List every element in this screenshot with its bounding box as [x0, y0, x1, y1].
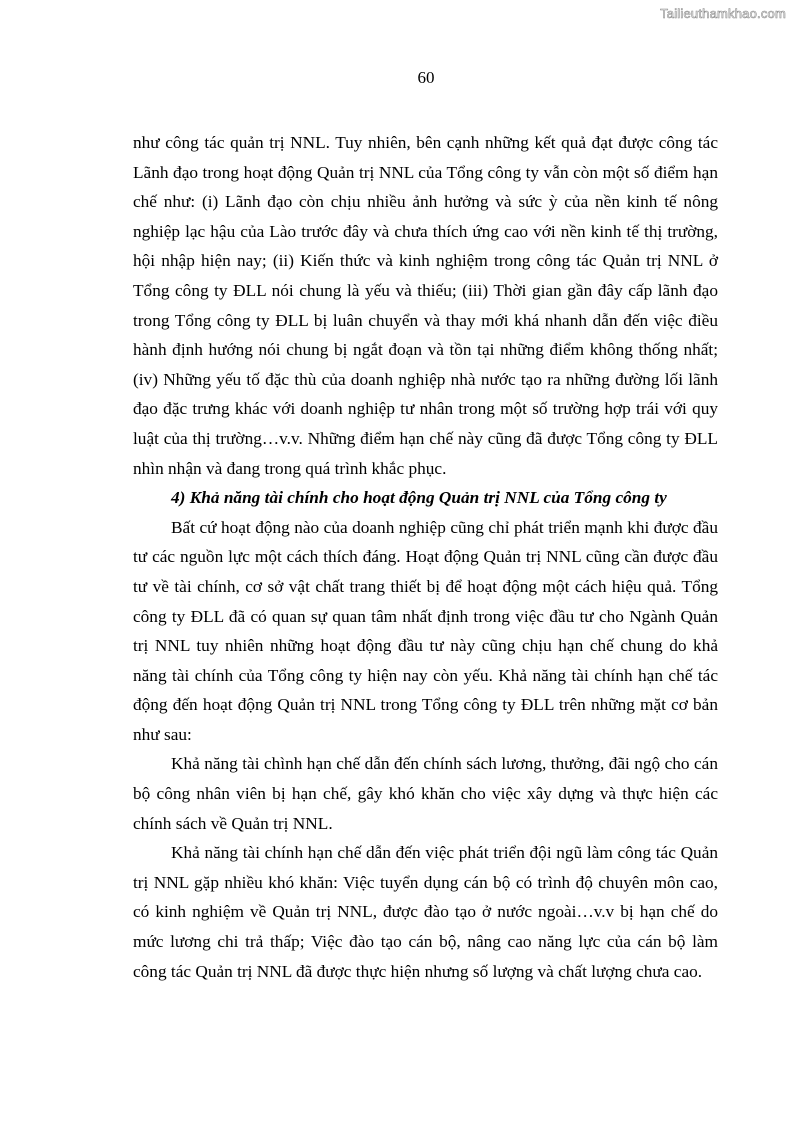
paragraph-investment-end	[133, 720, 718, 750]
page-number: 60	[417, 68, 435, 87]
paragraph-salary-end	[133, 809, 718, 839]
text-line: như sau:	[133, 724, 192, 744]
paragraph-limitations	[133, 128, 718, 454]
text-line: bộ công nhân viên bị hạn chế, gây khó khăn cho việc xây dựng và thực hiện các	[133, 784, 718, 804]
text-line: mức lương chi trả thấp; Việc đào tạo cán bộ, nâng cao năng lực của cán bộ làm	[133, 932, 718, 952]
text-line: trị NNL tuy nhiên những hoạt động đầu tư này cũng chịu hạn chế chung do khả	[133, 636, 718, 656]
text-line: công tác Quản trị NNL đã được thực hiện nhưng số lượng và chất lượng chưa cao.	[133, 961, 703, 981]
text-line: chế như: (i) Lãnh đạo còn chịu nhiều ảnh hưởng và sức ỳ của nền kinh tế nông	[133, 192, 718, 212]
text-line: hành định hướng nói chung bị ngắt đoạn và tồn tại những điểm không thống nhất;	[133, 340, 718, 360]
text-line: Tổng công ty ĐLL nói chung là yếu và thiếu; (iii) Thời gian gần đây cấp lãnh đạo	[133, 280, 718, 300]
watermark: Tailieuthamkhao.com	[660, 6, 786, 21]
text-line: đạo đặc trưng khác với doanh nghiệp tư nhân trong một số trường hợp trái với quy	[133, 399, 718, 419]
paragraph-salary	[133, 749, 718, 808]
paragraph-staff-development-end	[133, 957, 718, 987]
paragraph-limitations-end	[133, 454, 718, 484]
text-line: tư các nguồn lực một cách thích đáng. Hoạt động Quản trị NNL cũng cần được đầu	[133, 547, 718, 567]
text-line: động đến hoạt động Quản trị NNL trong Tổng công ty ĐLL trên những mặt cơ bản	[133, 695, 718, 715]
text-line: nhìn nhận và đang trong quá trình khắc phục.	[133, 458, 447, 478]
document-body	[133, 128, 718, 986]
text-line: (iv) Những yếu tố đặc thù của doanh nghiệp nhà nước tạo ra những đường lối lãnh	[133, 369, 718, 389]
text-line: nghiệp lạc hậu của Lào trước đây và chưa thích ứng cao với nền kinh tế thị trường,	[133, 221, 718, 241]
text-line: Khả năng tài chính hạn chế dẫn đến việc phát triển đội ngũ làm công tác Quản	[171, 843, 718, 863]
text-line: hội nhập hiện nay; (ii) Kiến thức và kinh nghiệm trong công tác Quản trị NNL ở	[133, 251, 718, 271]
text-line: Lãnh đạo trong hoạt động Quản trị NNL của Tổng công ty vẫn còn một số điểm hạn	[133, 162, 718, 182]
text-line: năng tài chính của Tổng công ty hiện nay còn yếu. Khả năng tài chính hạn chế tác	[133, 665, 718, 685]
paragraph-investment	[133, 513, 718, 720]
text-line: như công tác quản trị NNL. Tuy nhiên, bên cạnh những kết quả đạt được công tác	[133, 133, 718, 152]
text-line: trong Tổng công ty ĐLL bị luân chuyển và thay mới khá nhanh dẫn đến việc điều	[133, 310, 718, 330]
text-line: Khả năng tài chình hạn chế dẫn đến chính sách lương, thưởng, đãi ngộ cho cán	[171, 754, 718, 774]
text-line: có kinh nghiệm về Quản trị NNL, được đào tạo ở nước ngoài…v.v bị hạn chế do	[133, 902, 718, 922]
text-line: công ty ĐLL đã có quan sự quan tâm nhất định trong việc đầu tư cho Ngành Quản	[133, 606, 718, 626]
text-line: Bất cứ hoạt động nào của doanh nghiệp cũng chỉ phát triển mạnh khi được đầu	[171, 517, 718, 537]
section-heading: 4) Khả năng tài chính cho hoạt động Quản trị NNL của Tổng công ty	[171, 488, 667, 508]
text-line: tư về tài chính, cơ sở vật chất trang thiết bị để hoạt động một cách hiệu quả. Tổng	[133, 576, 718, 596]
text-line: luật của thị trường…v.v. Những điểm hạn chế này cũng đã được Tổng công ty ĐLL	[133, 428, 718, 448]
paragraph-staff-development	[133, 838, 718, 956]
text-line: trị NNL gặp nhiều khó khăn: Việc tuyển dụng cán bộ có trình độ chuyên môn cao,	[133, 872, 718, 892]
text-line: chính sách về Quản trị NNL.	[133, 813, 333, 833]
